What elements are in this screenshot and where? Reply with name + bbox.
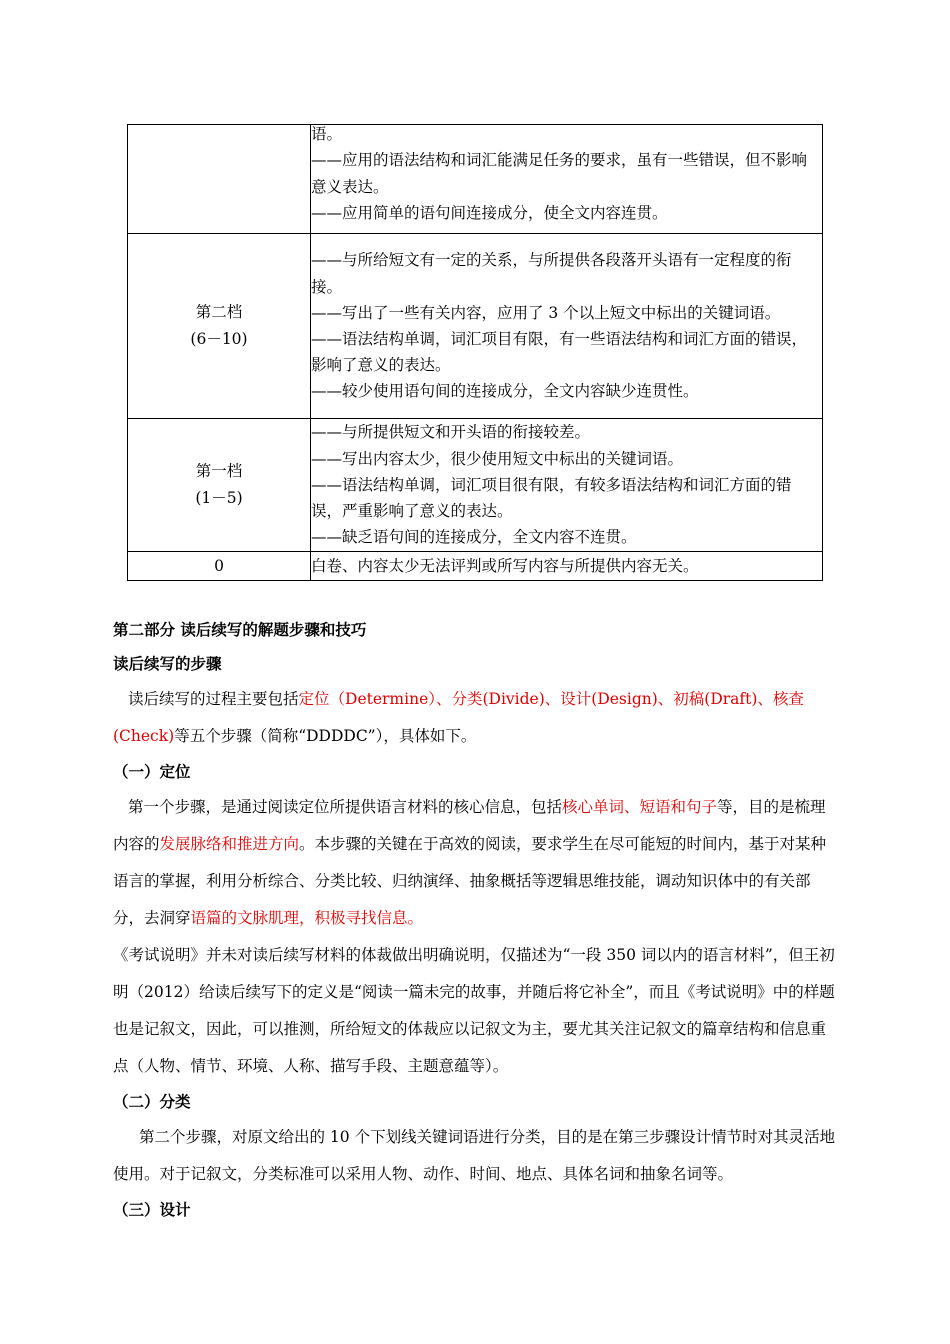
criteria-cell — [311, 552, 823, 581]
table-row — [128, 125, 823, 234]
highlight-span: 语篇的文脉肌理，积极寻找信息。 — [190, 909, 424, 927]
criteria-line: ——语法结构单调，词汇项目有限，有一些语法结构和词汇方面的错误，影响了意义的表达。 — [311, 330, 808, 375]
criteria-line: ——应用简单的语句间连接成分，使全文内容连贯。 — [311, 203, 668, 222]
criteria-line: ——与所提供短文和开头语的衔接较差。 — [311, 423, 591, 442]
criteria-line: 语。 — [311, 125, 343, 144]
step-heading: （二）分类 — [113, 1092, 191, 1111]
grade-label-cell — [128, 125, 311, 234]
section-title: 第二部分 读后续写的解题步骤和技巧 — [113, 620, 367, 639]
text-span: 。本步骤的关键在于高效的阅读，要求学生在尽可能短的时间内，基于对某种语言的掌握，利用分析综合、分类比较、归纳演绎、抽象概括等逻辑思维技能，调动知识体中的有关部分，去洞穿 — [113, 835, 827, 927]
highlight-span: 发展脉络和推进方向 — [159, 835, 300, 853]
text-span: 读后续写的过程主要包括 — [128, 690, 299, 708]
highlight-span: 定位（Determine）、分类(Divide)、设计(Design)、初稿(Draft)、核查(Check) — [113, 690, 804, 745]
criteria-line: ——应用的语法结构和词汇能满足任务的要求，虽有一些错误，但不影响意义表达。 — [311, 151, 808, 196]
text-span: 等五个步骤（简称“DDDDC”），具体如下。 — [174, 727, 477, 745]
criteria-line: ——与所给短文有一定的关系，与所提供各段落开头语有一定程度的衔接。 — [311, 251, 792, 296]
table-row — [128, 234, 823, 419]
step1-paragraph — [113, 789, 841, 937]
step2-paragraph: 第二个步骤，对原文给出的 10 个下划线关键词语进行分类，目的是在第三步骤设计情节时对其灵活地使用。对于记叙文，分类标准可以采用人物、动作、时间、地点、具体名词和抽象名词等。 — [113, 1128, 836, 1183]
highlight-span: 核心单词、短语和句子 — [562, 798, 718, 816]
criteria-line: 白卷、内容太少无法评判或所写内容与所提供内容无关。 — [311, 556, 699, 575]
step1-paragraph-2: 《考试说明》并未对读后续写材料的体裁做出明确说明，仅描述为“一段 350 词以内的语言材料”，但王初明（2012）给读后续写下的定义是“阅读一篇未完的故事，并随后将它补全”，而且《考试说明》中的样题也是记叙文，因此，可以推测，所给短文的体裁应以记叙文为主，要尤其关注记叙文的篇章结构和信息重点（人物、情节、环境、人称、描写手段、主题意蕴等）。 — [113, 946, 835, 1075]
section-body — [113, 613, 841, 1227]
grade-label-cell — [128, 234, 311, 419]
criteria-cell — [311, 419, 823, 552]
grade-name: 第二档 — [195, 303, 243, 321]
criteria-cell — [311, 234, 823, 419]
text-span: 等，目的是梳理内容的 — [113, 798, 826, 853]
text-span: 第一个步骤，是通过阅读定位所提供语言材料的核心信息，包括 — [128, 798, 563, 816]
section-subtitle: 读后续写的步骤 — [113, 654, 222, 673]
criteria-line: ——写出了一些有关内容，应用了 3 个以上短文中标出的关键词语。 — [311, 303, 781, 322]
step-heading: （三）设计 — [113, 1200, 191, 1219]
criteria-cell — [311, 125, 823, 234]
grade-label-cell — [128, 552, 311, 581]
table-row — [128, 552, 823, 581]
criteria-line: ——写出内容太少，很少使用短文中标出的关键词语。 — [311, 449, 684, 468]
intro-paragraph — [113, 681, 841, 755]
criteria-line: ——缺乏语句间的连接成分，全文内容不连贯。 — [311, 528, 637, 547]
grade-range: (1－5) — [195, 489, 243, 507]
grade-name: 0 — [214, 556, 224, 575]
criteria-line: ——语法结构单调，词汇项目很有限，有较多语法结构和词汇方面的错误，严重影响了意义的表达。 — [311, 475, 792, 521]
criteria-line: ——较少使用语句间的连接成分，全文内容缺少连贯性。 — [311, 382, 699, 401]
step-heading: （一）定位 — [113, 762, 191, 781]
grade-label-cell — [128, 419, 311, 552]
grade-name: 第一档 — [195, 462, 243, 480]
grade-range: (6－10) — [190, 330, 248, 348]
scoring-table — [127, 124, 823, 581]
table-row — [128, 419, 823, 552]
